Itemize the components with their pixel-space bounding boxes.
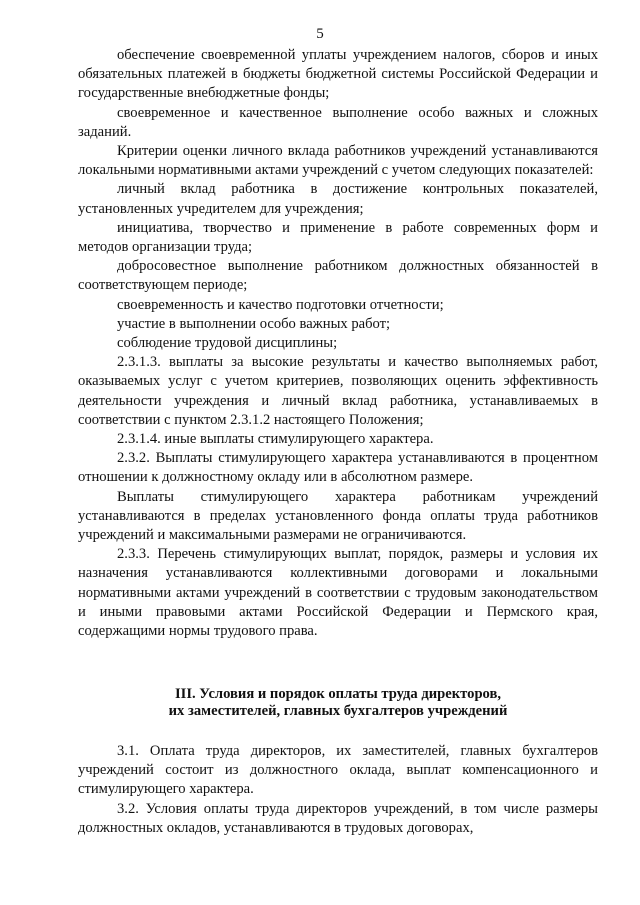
body-text — [78, 46, 598, 641]
paragraph: Выплаты стимулирующего характера работникам учреждений устанавливаются в пределах установленного фонда оплаты труда работников учреждений и максимальными размерами не ограничиваются. — [78, 488, 598, 544]
section-heading-line: их заместителей, главных бухгалтеров учреждений — [168, 703, 508, 719]
paragraph: личный вклад работника в достижение контрольных показателей, установленных учредителем для учреждения; — [78, 181, 598, 217]
paragraph: 2.3.1.4. иные выплаты стимулирующего характера. — [117, 431, 434, 448]
paragraph: 2.3.1.3. выплаты за высокие результаты и качество выполняемых работ, оказываемых услуг с учетом критериев, позволяющих оценить эффективность деятельности учреждения и личный вклад работника, устанавливаемых в соответствии с пунктом 2.3.1.2 настоящего Положения; — [78, 354, 598, 428]
paragraph: своевременное и качественное выполнение особо важных и сложных заданий. — [78, 104, 598, 140]
paragraph: 3.2. Условия оплаты труда директоров учреждений, в том числе размеры должностных окладов, устанавливаются в трудовых договорах, — [78, 800, 598, 836]
paragraph: своевременность и качество подготовки отчетности; — [117, 296, 444, 313]
paragraph: 2.3.3. Перечень стимулирующих выплат, порядок, размеры и условия их назначения устанавливаются коллективными договорами и локальными нормативными актами учреждений в соответствии с трудовым законодательством и иными правовыми актами Российской Федерации и Пермского края, содержащими нормы трудового права. — [78, 546, 598, 640]
paragraph: соблюдение трудовой дисциплины; — [117, 335, 338, 352]
section-heading-line: III. Условия и порядок оплаты труда директоров, — [174, 686, 502, 702]
paragraph: Критерии оценки личного вклада работников учреждений устанавливаются локальными нормативными актами учреждений с учетом следующих показателей: — [78, 143, 598, 179]
paragraph: инициатива, творчество и применение в работе современных форм и методов организации труда; — [78, 219, 598, 256]
section-heading — [78, 686, 598, 720]
paragraph: 3.1. Оплата труда директоров, их заместителей, главных бухгалтеров учреждений состоит из должностного оклада, выплат компенсационного и стимулирующего характера. — [78, 743, 598, 798]
paragraph: обеспечение своевременной уплаты учреждением налогов, сборов и иных обязательных платежей в бюджеты бюджетной системы Российской Федерации и государственные внебюджетные фонды; — [78, 47, 598, 102]
page-number: 5 — [316, 26, 324, 42]
section-body-text — [78, 742, 598, 838]
paragraph: 2.3.2. Выплаты стимулирующего характера устанавливаются в процентном отношении к должностному окладу или в абсолютном размере. — [78, 450, 598, 486]
paragraph: участие в выполнении особо важных работ; — [117, 315, 391, 332]
paragraph: добросовестное выполнение работником должностных обязанностей в соответствующем периоде; — [78, 258, 598, 294]
